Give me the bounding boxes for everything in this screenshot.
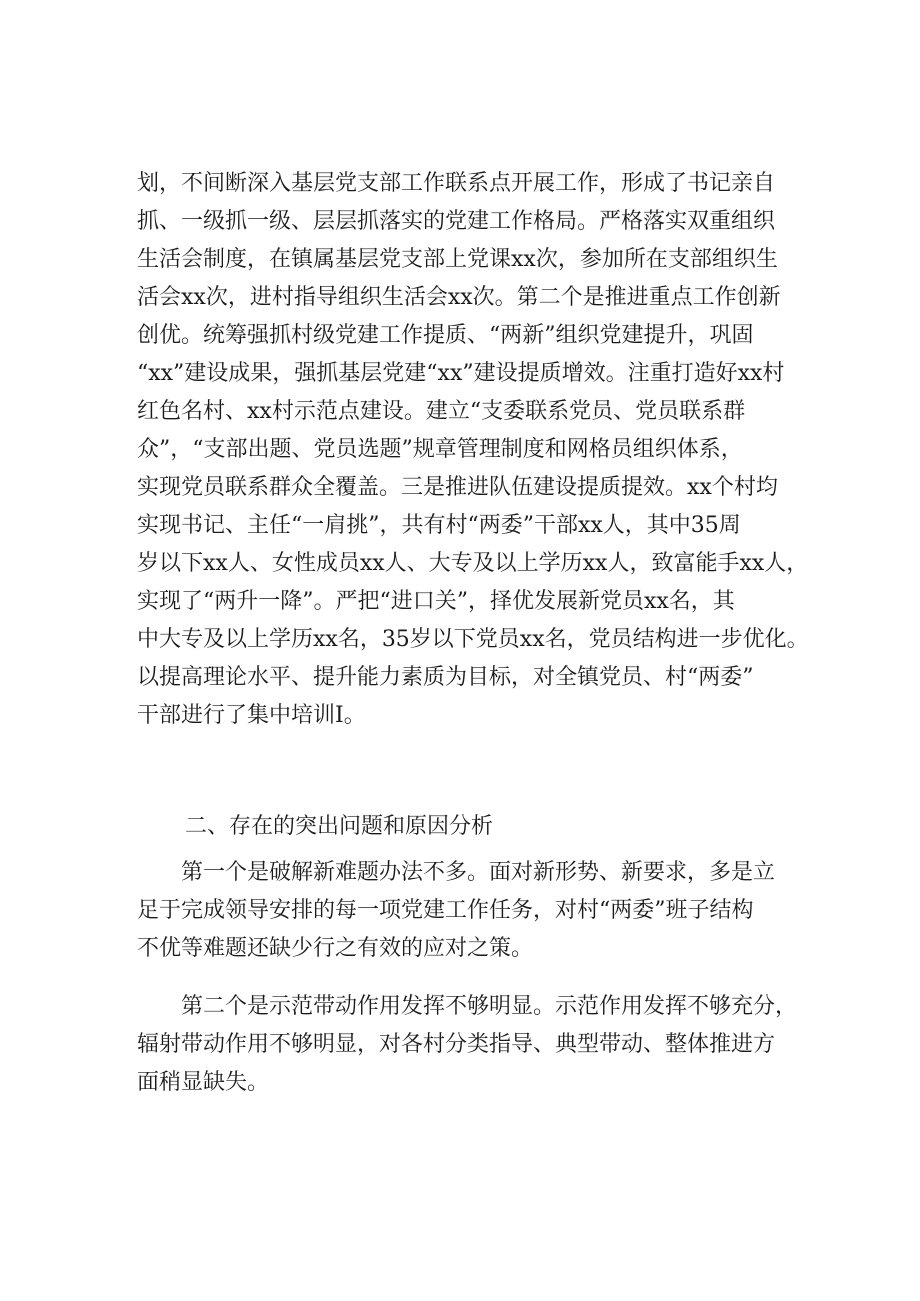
continued-paragraph [137,165,809,735]
text-line: 第二个是示范带动作用发挥不够明显。示范作用发挥不够充分， [181,994,798,1019]
text-line: 干部进行了集中培训I。 [137,703,366,728]
text-line: 辐射带动作用不够明显，对各村分类指导、典型带动、整体推进方 [137,1032,776,1057]
text-line: 生活会制度，在镇属基层党支部上党课xx次，参加所在支部组织生 [137,247,778,272]
text-line: 以提高理论水平、提升能力素质为目标，对全镇党员、村“两委” [137,665,754,690]
text-line: 岁以下xx人、女性成员xx人、大专及以上学历xx人，致富能手xx人， [137,551,809,576]
text-line: 划，不间断深入基层党支部工作联系点开展工作，形成了书记亲自 [137,171,776,196]
text-line: 创优。统筹强抓村级党建工作提质、“两新”组织党建提升，巩固 [137,323,754,348]
text-line: 实现党员联系群众全覆盖。三是推进队伍建设提质提效。xx个村均 [137,475,778,500]
text-line: 活会xx次，进村指导组织生活会xx次。第二个是推进重点工作创新 [137,285,781,310]
text-line: 实现书记、主任“一肩挑”，共有村“两委”干部xx人，其中35周 [137,513,741,538]
text-line: 实现了“两升一降”。严把“进口关”，择优发展新党员xx名，其 [137,589,735,614]
text-line: 足于完成领导安排的每一项党建工作任务，对村“两委”班子结构 [137,898,754,923]
text-line: 抓、一级抓一级、层层抓落实的党建工作格局。严格落实双重组织 [137,209,776,234]
text-line: 红色名村、xx村示范点建设。建立“支委联系党员、党员联系群 [137,399,746,424]
text-line: “xx”建设成果，强抓基层党建“xx”建设提质增效。注重打造好xx村 [137,361,785,386]
section-heading-text: 二、存在的突出问题和原因分析 [185,814,494,839]
text-line: 第一个是破解新难题办法不多。面对新形势、新要求，多是立 [181,860,776,885]
text-line: 不优等难题还缺少行之有效的应对之策。 [137,936,534,961]
text-line: 中大专及以上学历xx名，35岁以下党员xx名，党员结构进一步优化。 [137,627,809,652]
text-line: 面稍显缺失。 [137,1070,270,1095]
text-line: 众”，“支部出题、党员选题”规章管理制度和网格员组织体系， [137,437,743,462]
section-heading [185,808,785,846]
paragraph-problem-1 [137,854,800,968]
paragraph-problem-2 [137,988,800,1102]
